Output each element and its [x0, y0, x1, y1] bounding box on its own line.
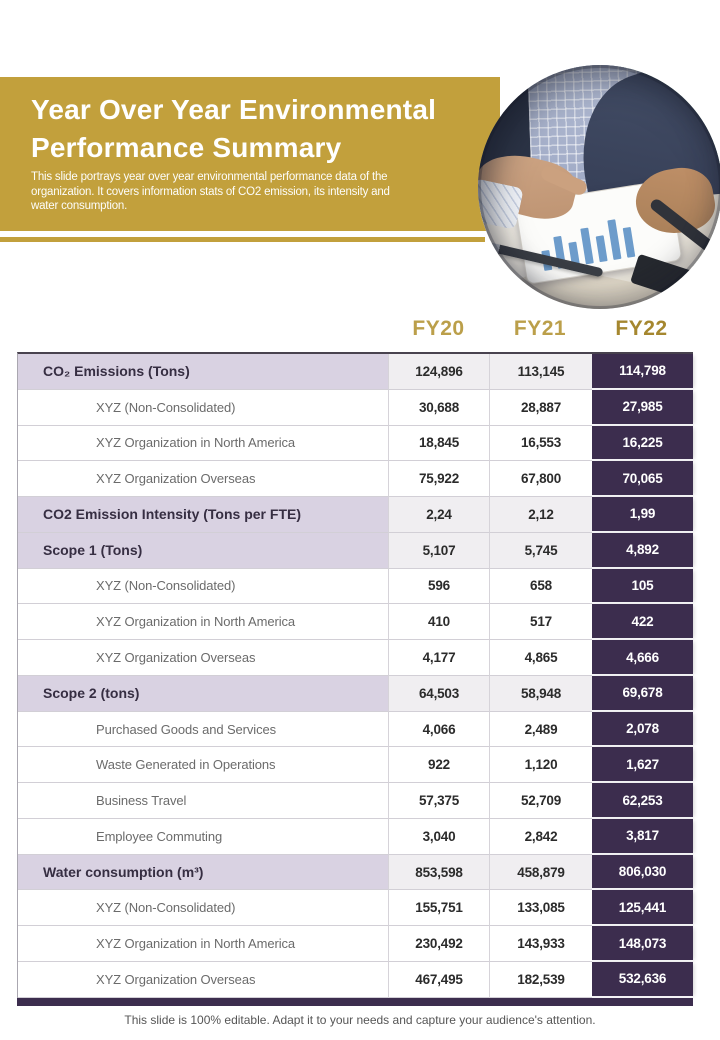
gold-underline-stripe — [0, 237, 485, 242]
value-fy21: 1,120 — [490, 747, 592, 783]
value-fy20: 4,066 — [389, 712, 490, 748]
value-fy21: 2,489 — [490, 712, 592, 748]
table-row — [18, 712, 693, 748]
value-fy20: 3,040 — [389, 819, 490, 855]
row-label: Scope 2 (tons) — [18, 676, 389, 712]
value-fy21: 143,933 — [490, 926, 592, 962]
value-fy22: 27,985 — [592, 390, 693, 426]
footer-note: This slide is 100% editable. Adapt it to your needs and capture your audience's attention. — [124, 1013, 596, 1027]
value-fy22: 422 — [592, 604, 693, 640]
table-row — [18, 890, 693, 926]
value-fy22: 105 — [592, 569, 693, 605]
row-label: Purchased Goods and Services — [18, 712, 389, 748]
column-header-fy20: FY20 — [412, 317, 465, 340]
table-body — [17, 352, 693, 998]
row-label: Scope 1 (Tons) — [18, 533, 389, 569]
table-row — [18, 819, 693, 855]
value-fy21: 16,553 — [490, 426, 592, 462]
value-fy20: 2,24 — [389, 497, 490, 533]
value-fy21: 67,800 — [490, 461, 592, 497]
value-fy20: 64,503 — [389, 676, 490, 712]
table-row — [18, 569, 693, 605]
row-label: XYZ Organization in North America — [18, 926, 389, 962]
photo-vignette — [478, 65, 720, 309]
row-label: XYZ Organization Overseas — [18, 640, 389, 676]
table-row — [18, 390, 693, 426]
value-fy22: 1,99 — [592, 497, 693, 533]
value-fy20: 410 — [389, 604, 490, 640]
value-fy21: 52,709 — [490, 783, 592, 819]
value-fy20: 124,896 — [389, 354, 490, 390]
table-bottom-bar — [17, 998, 693, 1006]
value-fy20: 57,375 — [389, 783, 490, 819]
value-fy21: 113,145 — [490, 354, 592, 390]
table-row — [18, 426, 693, 462]
person-tablet-photo — [478, 65, 720, 309]
value-fy21: 658 — [490, 569, 592, 605]
column-header-fy22: FY22 — [615, 317, 668, 340]
table-row — [18, 533, 693, 569]
value-fy22: 806,030 — [592, 855, 693, 891]
value-fy21: 58,948 — [490, 676, 592, 712]
table-row — [18, 497, 693, 533]
value-fy20: 5,107 — [389, 533, 490, 569]
table-row — [18, 604, 693, 640]
value-fy21: 4,865 — [490, 640, 592, 676]
table-row — [18, 962, 693, 998]
value-fy20: 30,688 — [389, 390, 490, 426]
row-label: XYZ (Non-Consolidated) — [18, 890, 389, 926]
value-fy21: 28,887 — [490, 390, 592, 426]
row-label: CO₂ Emissions (Tons) — [18, 354, 389, 390]
value-fy22: 125,441 — [592, 890, 693, 926]
value-fy22: 3,817 — [592, 819, 693, 855]
value-fy20: 155,751 — [389, 890, 490, 926]
value-fy22: 114,798 — [592, 354, 693, 390]
table-column-headers — [17, 317, 693, 349]
row-label: Employee Commuting — [18, 819, 389, 855]
row-label: Water consumption (m³) — [18, 855, 389, 891]
value-fy20: 75,922 — [389, 461, 490, 497]
value-fy20: 4,177 — [389, 640, 490, 676]
value-fy21: 517 — [490, 604, 592, 640]
value-fy22: 1,627 — [592, 747, 693, 783]
value-fy20: 853,598 — [389, 855, 490, 891]
row-label: XYZ Organization Overseas — [18, 962, 389, 998]
value-fy22: 70,065 — [592, 461, 693, 497]
column-header-fy21: FY21 — [513, 317, 567, 340]
value-fy20: 922 — [389, 747, 490, 783]
row-label: XYZ Organization in North America — [18, 604, 389, 640]
value-fy20: 18,845 — [389, 426, 490, 462]
value-fy21: 2,842 — [490, 819, 592, 855]
value-fy22: 4,892 — [592, 533, 693, 569]
table-row — [18, 640, 693, 676]
row-label: XYZ (Non-Consolidated) — [18, 390, 389, 426]
title-block — [0, 77, 500, 231]
table-row — [18, 747, 693, 783]
page-title: Year Over Year Environmental Performance Summary — [31, 94, 437, 163]
row-label: XYZ Organization Overseas — [18, 461, 389, 497]
value-fy21: 5,745 — [490, 533, 592, 569]
row-label: Waste Generated in Operations — [18, 747, 389, 783]
subtitle-text: This slide portrays year over year environmental performance data of the organization. It covers information stats of CO2 emission, its intensity and water consumption. — [31, 171, 390, 212]
value-fy21: 133,085 — [490, 890, 592, 926]
value-fy22: 16,225 — [592, 426, 693, 462]
value-fy21: 2,12 — [490, 497, 592, 533]
table-row — [18, 461, 693, 497]
table-row — [18, 676, 693, 712]
value-fy22: 62,253 — [592, 783, 693, 819]
row-label: XYZ Organization in North America — [18, 426, 389, 462]
table-row — [18, 783, 693, 819]
value-fy22: 69,678 — [592, 676, 693, 712]
table-row — [18, 855, 693, 891]
value-fy22: 148,073 — [592, 926, 693, 962]
table-row — [18, 354, 693, 390]
value-fy21: 182,539 — [490, 962, 592, 998]
row-label: CO2 Emission Intensity (Tons per FTE) — [18, 497, 389, 533]
value-fy21: 458,879 — [490, 855, 592, 891]
value-fy22: 532,636 — [592, 962, 693, 998]
value-fy20: 596 — [389, 569, 490, 605]
value-fy22: 2,078 — [592, 712, 693, 748]
table-row — [18, 926, 693, 962]
value-fy20: 467,495 — [389, 962, 490, 998]
row-label: Business Travel — [18, 783, 389, 819]
row-label: XYZ (Non-Consolidated) — [18, 569, 389, 605]
value-fy20: 230,492 — [389, 926, 490, 962]
value-fy22: 4,666 — [592, 640, 693, 676]
